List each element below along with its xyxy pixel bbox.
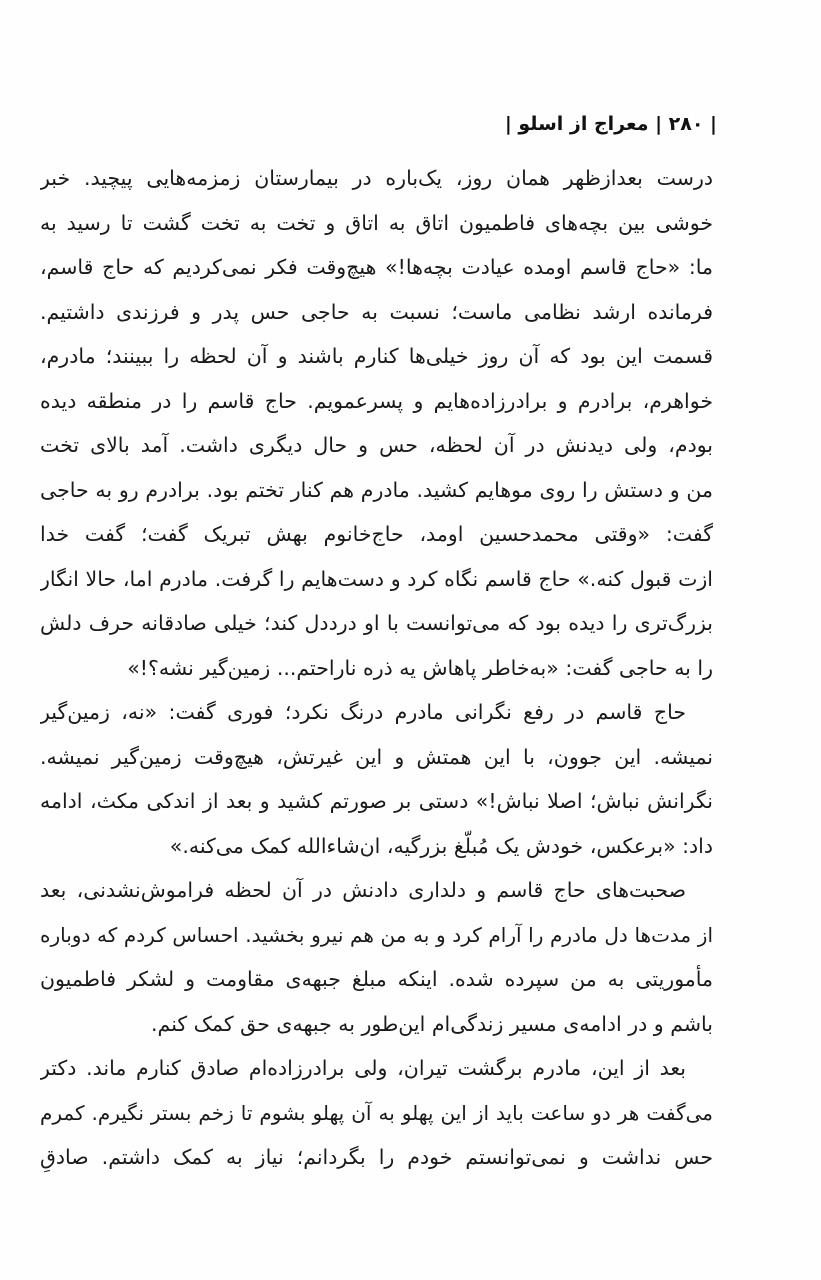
- text-line: درست بعدازظهر همان روز، یک‌باره در بیمارستان زمزمه‌هایی پیچید. خبر: [40, 166, 713, 190]
- text-line: بعد از این، مادرم برگشت تیران، ولی برادرزاده‌ام صادق کنارم ماند. دکتر: [40, 1056, 686, 1080]
- text-line: بودم، ولی دیدنش در آن لحظه، حس و حال دیگری داشت. آمد بالای تخت: [40, 433, 713, 457]
- text-line: را به حاجی گفت: «به‌خاطر پاهاش یه ذره ناراحتم... زمین‌گیر نشه؟!»: [127, 655, 713, 680]
- text-line: من و دستش را روی موهایم کشید. مادرم هم کنار تختم بود. برادرم رو به حاجی: [40, 477, 713, 502]
- text-line: ما: «حاج قاسم اومده عیادت بچه‌ها!» هیچ‌وقت فکر نمی‌کردیم که حاج قاسم،: [40, 255, 713, 279]
- text-line: از مدت‌ها دل مادرم را آرام کرد و به من هم نیرو بخشید. احساس کردم که دوباره: [40, 922, 713, 947]
- text-line: حس نداشت و نمی‌توانستم خودم را بگردانم؛ نیاز به کمک داشتم. صادقِ: [40, 1145, 713, 1169]
- text-line: خواهرم، برادرم و برادرزاده‌هایم و پسرعمویم. حاج قاسم را در منطقه دیده: [40, 388, 713, 413]
- text-line: ازت قبول کنه.» حاج قاسم نگاه کرد و دست‌هایم را گرفت. مادرم اما، حالا انگار: [40, 566, 713, 591]
- text-line: باشم و در ادامه‌ی مسیر زندگی‌ام این‌طور به جبهه‌ی حق کمک کنم.: [151, 1011, 713, 1036]
- text-line: بزرگ‌تری را دیده بود که می‌توانست با او درددل کند؛ خیلی صادقانه حرف دلش: [40, 611, 713, 635]
- text-line: فرمانده ارشد نظامی ماست؛ نسبت به حاجی حس پدر و فرزندی داشتیم.: [40, 299, 713, 324]
- text-line: نمیشه. این جوون، با این همتش و این غیرتش، هیچ‌وقت زمین‌گیر نمیشه.: [40, 744, 713, 769]
- running-header: | ۲۸۰ | معراج از اسلو |: [504, 113, 717, 135]
- text-line: داد: «برعکس، خودش یک مُبلّغ بزرگیه، ان‌شاءالله کمک می‌کنه.»: [169, 833, 713, 858]
- text-line: قسمت این بود که آن روز خیلی‌ها کنارم باشند و آن لحظه را ببینند؛ مادرم،: [40, 344, 713, 368]
- text-line: می‌گفت هر دو ساعت باید از این پهلو به آن پهلو بشوم تا زخم بستر نگیرم. کمرم: [40, 1100, 713, 1125]
- text-line: خوشی بین بچه‌های فاطمیون اتاق به اتاق و تخت به تخت گشت تا رسید به: [40, 210, 713, 235]
- text-line: گفت: «وقتی محمدحسین اومد، حاج‌خانوم بهش تبریک گفت؛ گفت خدا: [40, 522, 713, 546]
- body-text: [40, 156, 713, 1180]
- text-line: حاج قاسم در رفع نگرانی مادرم درنگ نکرد؛ فوری گفت: «نه، زمین‌گیر: [40, 700, 686, 724]
- text-line: مأموریتی به من سپرده شده. اینکه مبلغ جبهه‌ی مقاومت و لشکر فاطمیون: [40, 967, 713, 991]
- text-line: صحبت‌های حاج قاسم و دلداری دادنش در آن لحظه فراموش‌نشدنی، بعد: [40, 878, 686, 902]
- text-line: نگرانش نباش؛ اصلا نباش!» دستی بر صورتم کشید و بعد از اندکی مکث، ادامه: [40, 789, 713, 813]
